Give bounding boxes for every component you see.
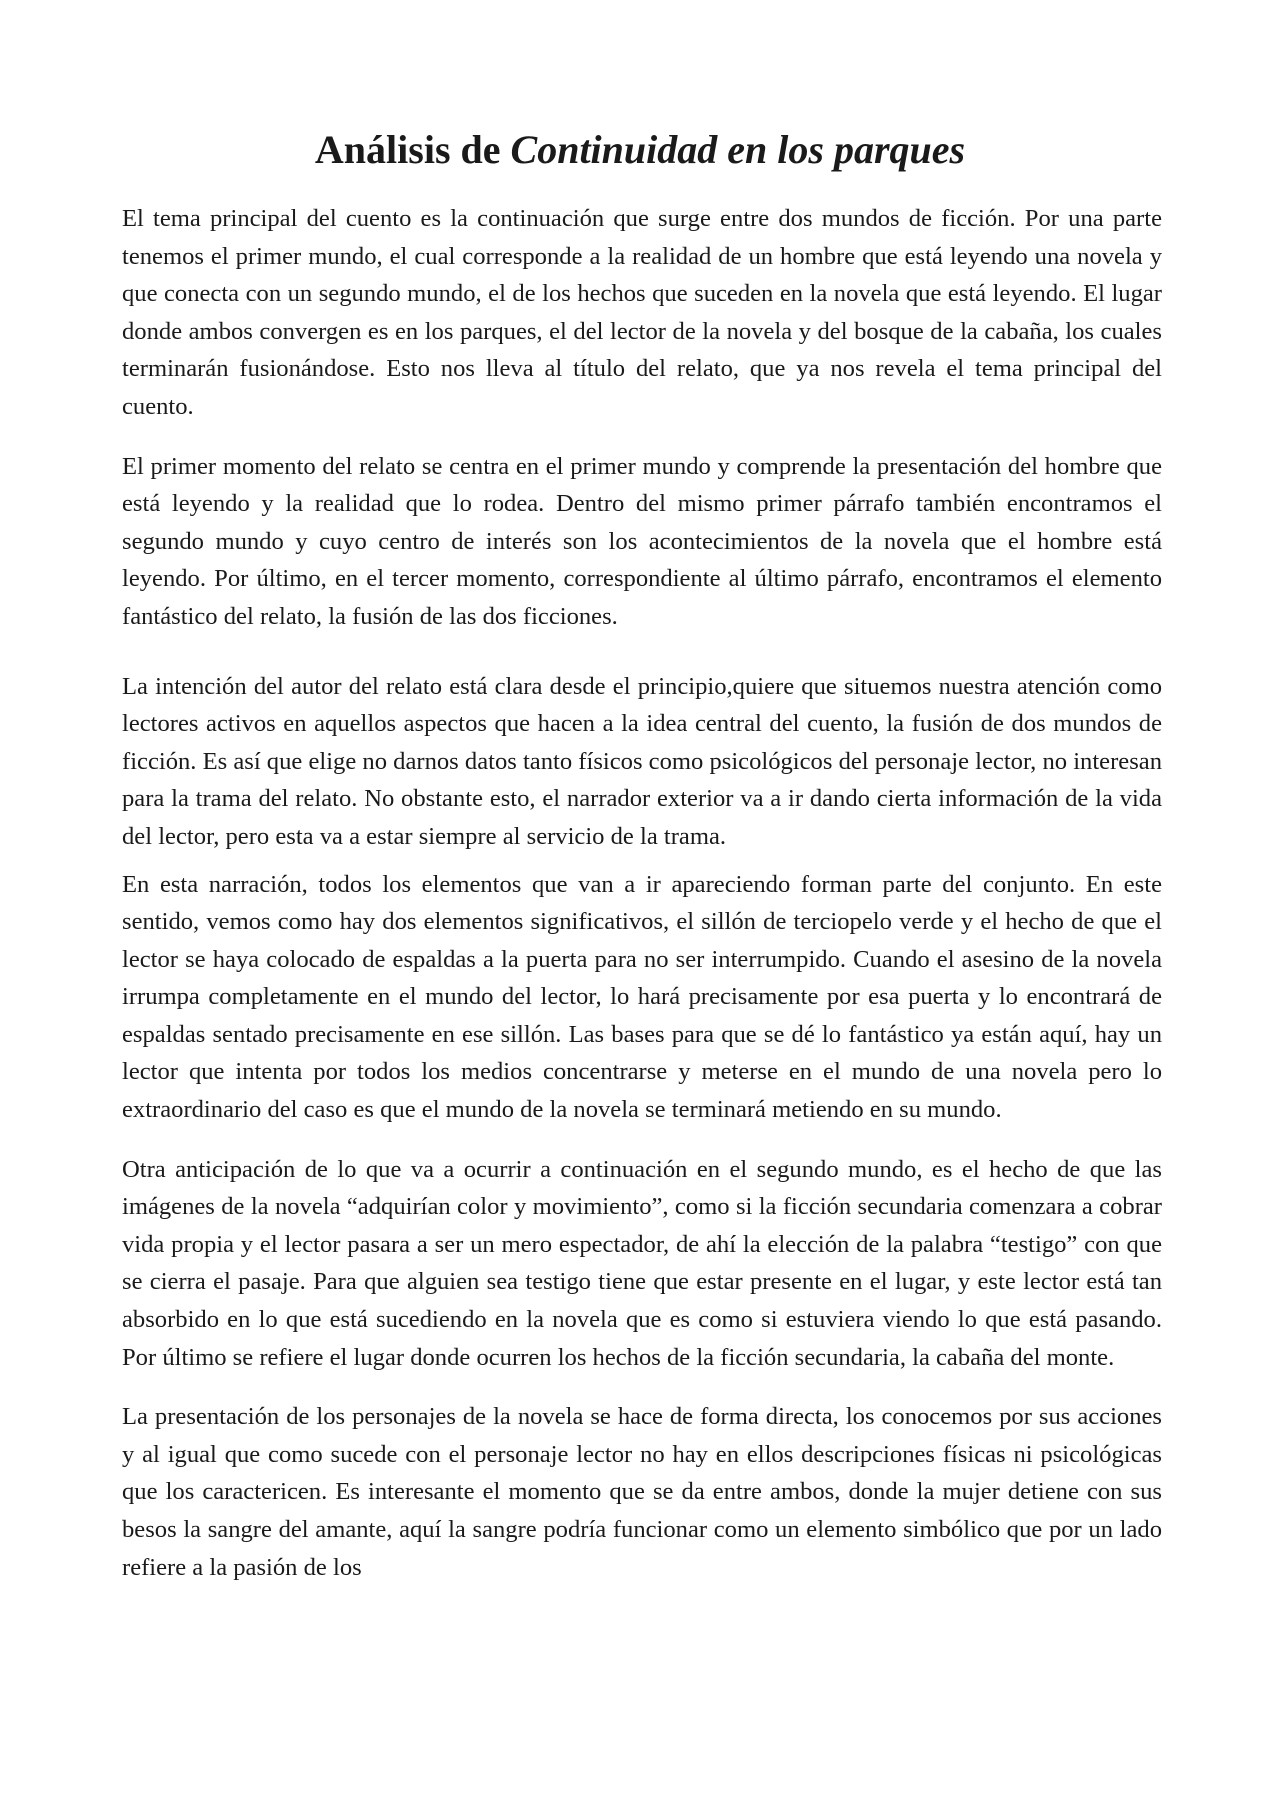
paragraph-1: El tema principal del cuento es la continuación que surge entre dos mundos de ficción. Por una parte tenemos el primer mundo, el cual corresponde a la realidad de un hombre que está leyendo una novela y que conecta con un segundo mundo, el de los hechos que suceden en la novela que está leyendo. El lugar donde ambos convergen es en los parques, el del lector de la novela y del bosque de la cabaña, los cuales terminarán fusionándose. Esto nos lleva al título del relato, que ya nos revela el tema principal del cuento. — [122, 205, 1162, 420]
title-italic-work-name: Continuidad en los parques — [510, 127, 966, 172]
paragraph-2: El primer momento del relato se centra en el primer mundo y comprende la presentación del hombre que está leyendo y la realidad que lo rodea. Dentro del mismo primer párrafo también encontramos el segundo mundo y cuyo centro de interés son los acontecimientos de la novela que el hombre está leyendo. Por último, en el tercer momento, correspondiente al último párrafo, encontramos el elemento fantástico del relato, la fusión de las dos ficciones. — [122, 452, 1162, 630]
paragraph-6: La presentación de los personajes de la novela se hace de forma directa, los conocemos por sus acciones y al igual que como sucede con el personaje lector no hay en ellos descripciones físicas ni psicológicas que los caractericen. Es interesante el momento que se da entre ambos, donde la mujer detiene con sus besos la sangre del amante, aquí la sangre podría funcionar como un elemento simbólico que por un lado refiere a la pasión de los — [122, 1403, 1162, 1581]
title-prefix: Análisis de — [314, 127, 501, 172]
paragraph-3: La intención del autor del relato está clara desde el principio,quiere que situemos nuestra atención como lectores activos en aquellos aspectos que hacen a la idea central del cuento, la fusión de dos mundos de ficción. Es así que elige no darnos datos tanto físicos como psicológicos del personaje lector, no interesan para la trama del relato. No obstante esto, el narrador exterior va a ir dando cierta información de la vida del lector, pero esta va a estar siempre al servicio de la trama. — [122, 672, 1162, 850]
paragraph-5: Otra anticipación de lo que va a ocurrir a continuación en el segundo mundo, es el hecho de que las imágenes de la novela “adquirían color y movimiento”, como si la ficción secundaria comenzara a cobrar vida propia y el lector pasara a ser un mero espectador, de ahí la elección de la palabra “testigo” con que se cierra el pasaje. Para que alguien sea testigo tiene que estar presente en el lugar, y este lector está tan absorbido en lo que está sucediendo en la novela que es como si estuviera viendo lo que está pasando. Por último se refiere el lugar donde ocurren los hechos de la ficción secundaria, la cabaña del monte. — [122, 1155, 1162, 1371]
paragraph-4: En esta narración, todos los elementos que van a ir apareciendo forman parte del conjunto. En este sentido, vemos como hay dos elementos significativos, el sillón de terciopelo verde y el hecho de que el lector se haya colocado de espaldas a la puerta para no ser interrumpido. Cuando el asesino de la novela irrumpa completamente en el mundo del lector, lo hará precisamente por esa puerta y lo encontrará de espaldas sentado precisamente en ese sillón. Las bases para que se dé lo fantástico ya están aquí, hay un lector que intenta por todos los medios concentrarse y meterse en el mundo de una novela pero lo extraordinario del caso es que el mundo de la novela se terminará metiendo en su mundo. — [122, 870, 1162, 1124]
document-body — [122, 200, 1162, 1586]
document-title — [0, 122, 1280, 178]
